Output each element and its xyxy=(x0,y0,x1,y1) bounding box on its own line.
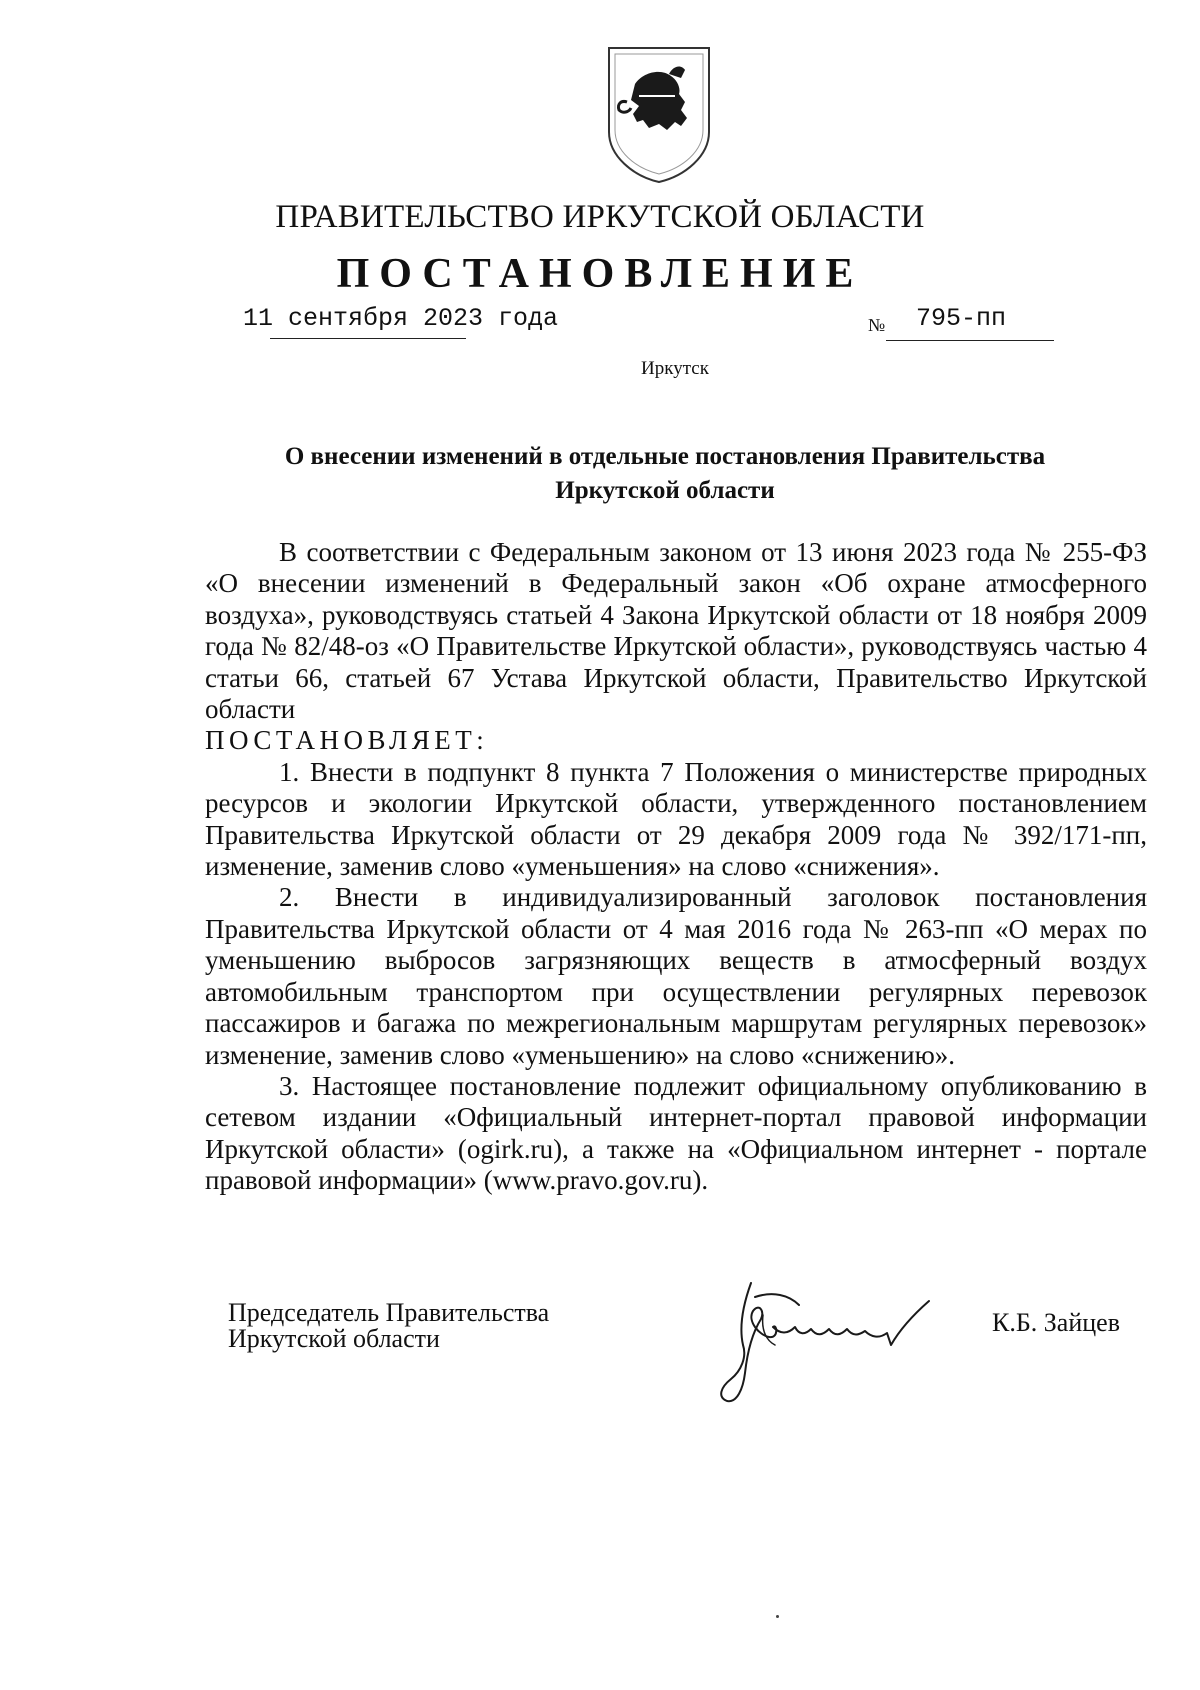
number-sign: № xyxy=(868,315,886,335)
document-body xyxy=(205,537,1147,1197)
signer-name: К.Б. Зайцев xyxy=(992,1308,1120,1337)
government-name: ПРАВИТЕЛЬСТВО ИРКУТСКОЙ ОБЛАСТИ xyxy=(275,199,925,235)
coat-of-arms-icon xyxy=(605,44,713,186)
resolves-heading: ПОСТАНОВЛЯЕТ: xyxy=(205,725,489,756)
preamble: В соответствии с Федеральным законом от 13 июня 2023 года № 255-ФЗ «О внесении изменений в Федеральный закон «Об охране атмосферного воздуха», руководствуясь статьей 4 Закона Иркутской области от 18 ноября 2009 года № 82/48-оз «О Правительстве Иркутской области», руководствуясь частью 4 статьи 66, статьей 67 Устава Иркутской области, Правительство Иркутской области xyxy=(205,537,1147,725)
scan-speck xyxy=(776,1615,779,1618)
signer-role-line: Иркутской области xyxy=(228,1324,440,1353)
signer-role xyxy=(228,1300,549,1352)
number-underline xyxy=(886,340,1054,341)
list-item: 3. Настоящее постановление подлежит официальному опубликованию в сетевом издании «Официальный интернет-портал правовой информации Иркутской области» (ogirk.ru), а также на «Официальном интернет - портале правовой информации» (www.pravo.gov.ru). xyxy=(205,1070,1147,1196)
city: Иркутск xyxy=(641,358,709,379)
date-underline xyxy=(270,338,466,339)
signer-role-line: Председатель Правительства xyxy=(228,1298,550,1327)
handwritten-signature xyxy=(703,1275,965,1405)
list-item: 1. Внести в подпункт 8 пункта 7 Положения о министерстве природных ресурсов и экологии Иркутской области, утвержденного постановлением Правительства Иркутской области от 29 декабря 2009 года № 392/171-пп, изменение, заменив слово «уменьшения» на слово «снижения». xyxy=(205,756,1147,882)
document-type: ПОСТАНОВЛЕНИЕ xyxy=(336,251,864,297)
document-date: 11 сентября 2023 года xyxy=(243,304,559,333)
document-title: О внесении изменений в отдельные постановления Правительства Иркутской области xyxy=(284,443,1046,504)
list-item: 2. Внести в индивидуализированный заголовок постановления Правительства Иркутской области от 4 мая 2016 года № 263-пп «О мерах по уменьшению выбросов загрязняющих веществ в атмосферный воздух автомобильным транспортом при осуществлении регулярных перевозок пассажиров и багажа по межрегиональным маршрутам регулярных перевозок» изменение, заменив слово «уменьшению» на слово «снижению». xyxy=(205,882,1147,1070)
document-number: 795-пп xyxy=(916,304,1007,333)
